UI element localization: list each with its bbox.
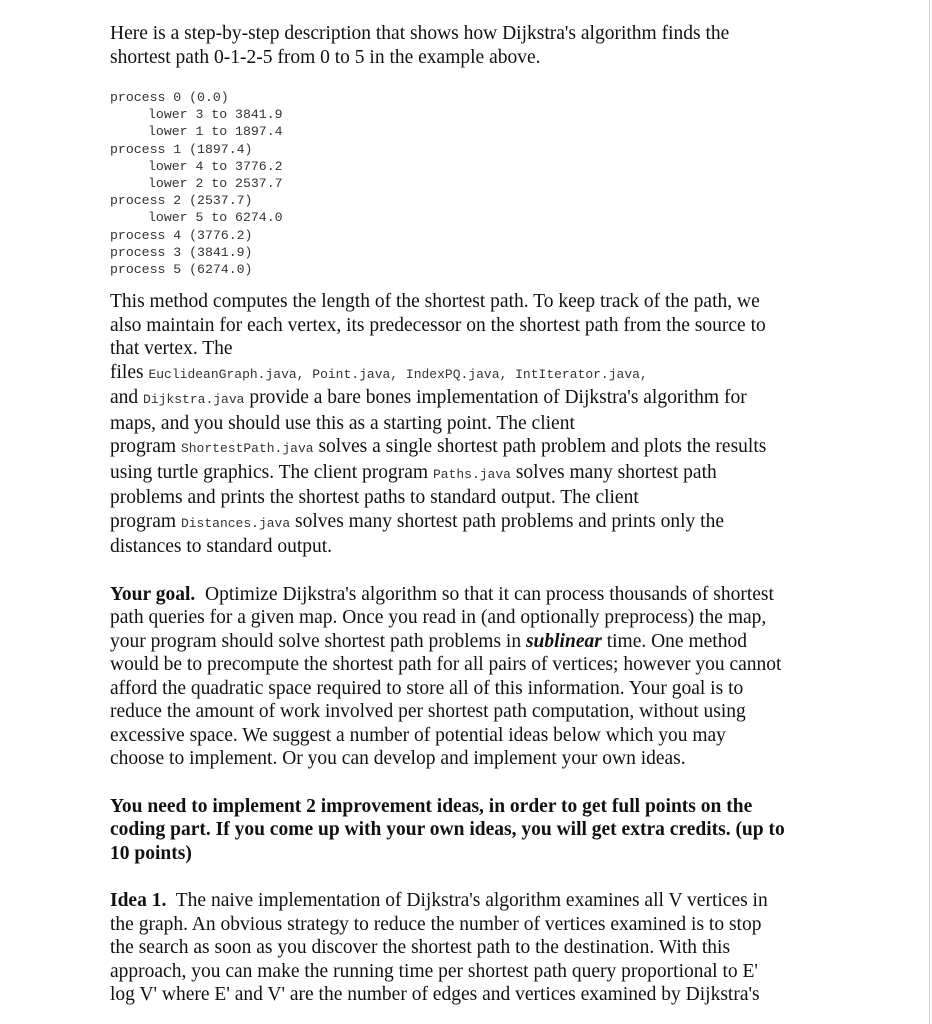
idea1-text: The naive implementation of Dijkstra's algorithm examines all V vertices in: [175, 890, 768, 912]
intro-line: shortest path 0-1-2-5 from 0 to 5 in the example above.: [110, 46, 541, 68]
idea1-line: the graph. An obvious strategy to reduce the number of vertices examined is to stop: [110, 913, 762, 935]
method-text: solves a single shortest path problem and plots the results: [318, 436, 767, 458]
shortestpath-java-code: ShortestPath.java: [180, 441, 314, 457]
files-word: files: [110, 361, 144, 383]
goal-line: would be to precompute the shortest path for all pairs of vertices; however you cannot: [110, 654, 782, 676]
idea1-paragraph: [110, 889, 830, 1007]
goal-line: excessive space. We suggest a number of potential ideas below which you may: [110, 724, 726, 746]
method-line: [110, 361, 830, 387]
method-line: [110, 386, 830, 412]
method-line: [110, 461, 830, 487]
trace-process-step: process 5 (6274.0): [110, 262, 253, 278]
method-text: program: [110, 436, 177, 458]
trace-process-step: process 3 (3841.9): [110, 244, 253, 260]
method-text: solves many shortest path problems and prints only the: [295, 510, 724, 532]
distances-java-code: Distances.java: [180, 515, 291, 531]
file-list-code: EuclideanGraph.java, Point.java, IndexPQ.java, IntIterator.java,: [148, 366, 648, 382]
goal-line: [110, 630, 830, 654]
paths-java-code: Paths.java: [432, 466, 511, 482]
idea1-label: Idea 1.: [110, 890, 167, 912]
method-text: using turtle graphics. The client program: [110, 461, 429, 483]
trace-lower-step: lower 2 to 2537.7: [148, 176, 283, 192]
trace-lower-step: lower 4 to 3776.2: [148, 158, 283, 174]
document-body: [110, 22, 830, 1007]
trace-process-step: process 1 (1897.4): [110, 141, 253, 157]
goal-paragraph: [110, 583, 830, 771]
idea1-line: log V' where E' and V' are the number of edges and vertices examined by Dijkstra's: [110, 984, 760, 1006]
method-line: [110, 435, 830, 461]
method-line: maps, and you should use this as a starting point. The client: [110, 412, 575, 434]
dijkstra-java-code: Dijkstra.java: [143, 392, 245, 408]
method-line: [110, 510, 830, 536]
sublinear-emphasis: sublinear: [525, 630, 602, 652]
requirement-paragraph: [110, 795, 830, 866]
requirement-line: coding part. If you come up with your own ideas, you will get extra credits. (up to: [110, 819, 785, 841]
trace-process-step: process 4 (3776.2): [110, 227, 253, 243]
trace-lower-step: lower 5 to 6274.0: [148, 210, 283, 226]
intro-paragraph: [110, 22, 830, 69]
trace-process-step: process 0 (0.0): [110, 90, 229, 105]
intro-line: Here is a step-by-step description that shows how Dijkstra's algorithm finds the: [110, 23, 730, 44]
method-text: program: [110, 510, 177, 532]
method-line: also maintain for each vertex, its predecessor on the shortest path from the source to: [110, 314, 766, 336]
goal-line: [110, 583, 830, 607]
goal-line: reduce the amount of work involved per shortest path computation, without using: [110, 701, 746, 723]
algorithm-trace: [110, 89, 830, 278]
goal-line: path queries for a given map. Once you read in (and optionally preprocess) the map,: [110, 607, 767, 629]
idea1-line: the search as soon as you discover the shortest path to the destination. With this: [110, 937, 731, 959]
goal-line: afford the quadratic space required to store all of this information. Your goal is to: [110, 677, 744, 699]
method-line: that vertex. The: [110, 338, 233, 360]
trace-process-step: process 2 (2537.7): [110, 193, 253, 209]
idea1-line: approach, you can make the running time per shortest path query proportional to E': [110, 960, 758, 982]
trace-lower-step: lower 3 to 3841.9: [148, 107, 283, 123]
and-word: and: [110, 387, 139, 409]
requirement-line: You need to implement 2 improvement ideas, in order to get full points on the: [110, 795, 753, 817]
method-text: solves many shortest path: [515, 461, 717, 483]
page-edge: [929, 0, 930, 1024]
idea1-line: [110, 889, 830, 913]
goal-text: your program should solve shortest path problems in: [110, 630, 522, 652]
method-line: problems and prints the shortest paths to standard output. The client: [110, 487, 639, 509]
goal-label: Your goal.: [110, 583, 196, 605]
requirement-line: 10 points): [110, 842, 192, 864]
method-text: provide a bare bones implementation of Dijkstra's algorithm for: [249, 387, 747, 409]
method-line: This method computes the length of the shortest path. To keep track of the path, we: [110, 291, 760, 313]
goal-text: time. One method: [606, 630, 747, 652]
goal-line: choose to implement. Or you can develop and implement your own ideas.: [110, 748, 686, 770]
method-paragraph: [110, 290, 830, 559]
goal-text: Optimize Dijkstra's algorithm so that it can process thousands of shortest: [205, 583, 774, 605]
method-line: distances to standard output.: [110, 536, 333, 558]
trace-lower-step: lower 1 to 1897.4: [148, 124, 283, 140]
